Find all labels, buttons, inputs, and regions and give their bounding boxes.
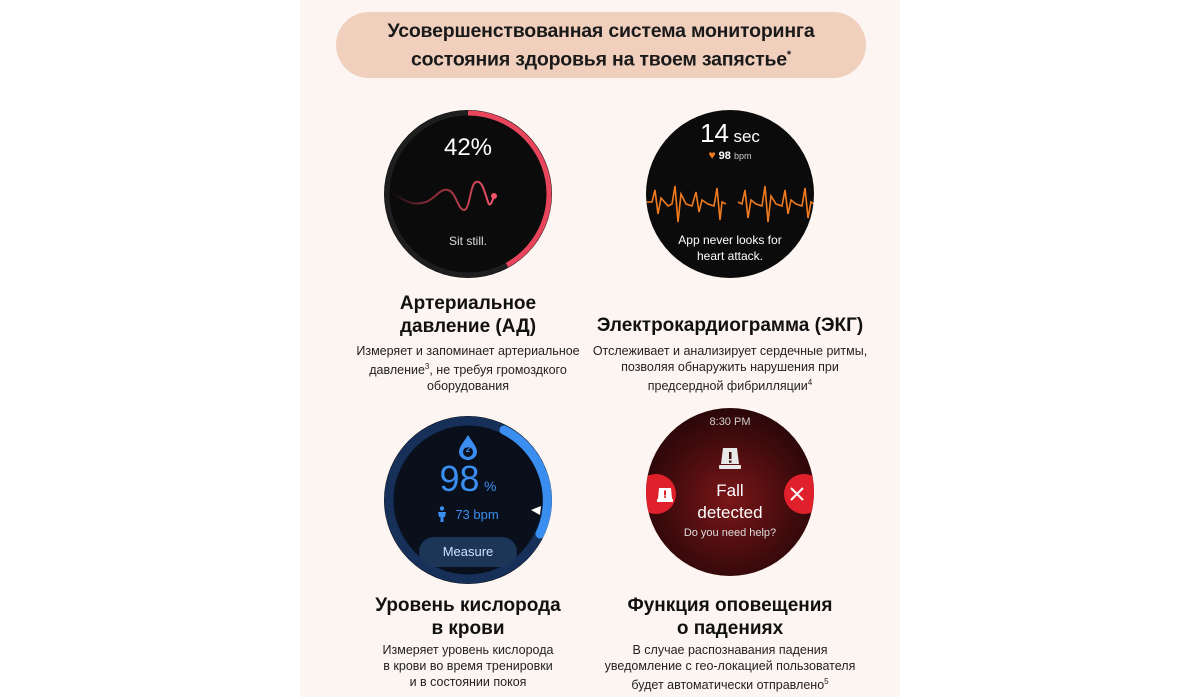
spo2-unit: %: [484, 478, 497, 494]
spo2-bpm: [384, 506, 552, 522]
ecg-title-text: Электрокардиограмма (ЭКГ): [596, 315, 864, 336]
title-line-2-text: состояния здоровья на твоем запястье: [410, 48, 787, 71]
ecg-watch-face: [646, 110, 814, 278]
fall-desc-line-2: уведомление с гео-локацией пользователя: [604, 659, 856, 673]
ecg-heart-rate-unit: bpm: [733, 151, 752, 161]
sos-alert-icon: [656, 485, 674, 503]
title-footnote-mark: *: [786, 48, 792, 61]
fall-watch-face: [646, 408, 814, 576]
ecg-desc-line-1: Отслеживает и анализирует сердечные ритмы,: [592, 344, 868, 358]
fall-time: 8:30 PM: [709, 416, 751, 428]
ecg-desc-line-3-text: предсердной фибрилляции: [647, 379, 808, 394]
ambulance-light-icon: [717, 444, 743, 470]
spo2-title-line-1: Уровень кислорода: [375, 595, 561, 616]
title-line-2: [411, 43, 791, 72]
bp-desc-line-2-b: , не требуя громоздкого: [429, 363, 567, 378]
fall-title-line-1: Функция оповещения: [627, 595, 833, 616]
spo2-bpm-value: 73 bpm: [455, 507, 499, 522]
bp-description: [338, 343, 598, 394]
bp-desc-line-2-a: давление: [369, 363, 425, 378]
fall-screen-line-2: detected: [697, 503, 763, 522]
ecg-timer-value: 14: [700, 118, 729, 148]
heart-icon: ♥: [708, 148, 716, 162]
bp-desc-line-3: оборудования: [426, 379, 510, 394]
bp-waveform: [384, 110, 552, 278]
fall-desc-line-1: В случае распознавания падения: [632, 643, 828, 657]
bp-desc-line-1: Измеряет и запоминает артериальное: [356, 344, 580, 358]
spo2-desc-line-3: и в состоянии покоя: [409, 675, 527, 689]
bp-percent: 42%: [443, 134, 493, 161]
bp-title-line-1: Артериальное: [399, 293, 537, 314]
fall-desc-footnote: 5: [824, 677, 829, 686]
title-line-1: Усовершенствованная система мониторинга: [387, 19, 815, 42]
bp-hint: Sit still.: [448, 234, 487, 248]
ecg-desc-line-2: позволяя обнаружить нарушения при: [621, 360, 839, 374]
fall-desc-line-3-text: будет автоматически отправлено: [631, 678, 825, 693]
fall-title-line-2: о падениях: [676, 618, 784, 639]
bp-watch-face: [384, 110, 552, 278]
spo2-desc-line-1: Измеряет уровень кислорода: [382, 643, 554, 657]
fall-title: [600, 594, 860, 640]
spo2-description: [348, 642, 588, 690]
ecg-description: [586, 343, 874, 394]
fall-screen-line-1: Fall: [716, 481, 744, 500]
bp-title-line-2: давление (АД): [399, 316, 537, 337]
spo2-desc-line-2: в крови во время тренировки: [383, 659, 553, 673]
ecg-heart-rate-value: 98: [718, 150, 731, 162]
ecg-desc-line-3: [586, 375, 874, 394]
spo2-value: 98: [439, 458, 480, 499]
ecg-timer-unit: sec: [733, 127, 760, 146]
ecg-desc-footnote: 4: [807, 378, 813, 387]
ecg-screen-message: [646, 232, 814, 264]
ecg-screen-line-2: heart attack.: [696, 249, 764, 263]
spo2-title-line-2: в крови: [431, 618, 505, 639]
fall-desc-line-3: [590, 674, 870, 693]
bp-title: [348, 292, 588, 338]
bp-desc-footnote: 3: [424, 362, 430, 371]
fall-screen-line-3: Do you need help?: [683, 527, 777, 539]
ecg-screen-line-1: App never looks for: [678, 233, 782, 247]
spo2-watch-face: [384, 416, 552, 584]
promo-panel: [300, 0, 900, 697]
spo2-title: [348, 594, 588, 640]
person-icon: [437, 506, 447, 522]
spo2-reading: [384, 458, 552, 500]
page-title: [336, 12, 866, 78]
ecg-title: [588, 314, 872, 337]
spo2-badge: 2: [465, 445, 471, 454]
close-icon: [790, 487, 804, 501]
fall-description: [590, 642, 870, 693]
bp-desc-line-2: [338, 359, 598, 378]
measure-button[interactable]: Measure: [419, 537, 517, 567]
